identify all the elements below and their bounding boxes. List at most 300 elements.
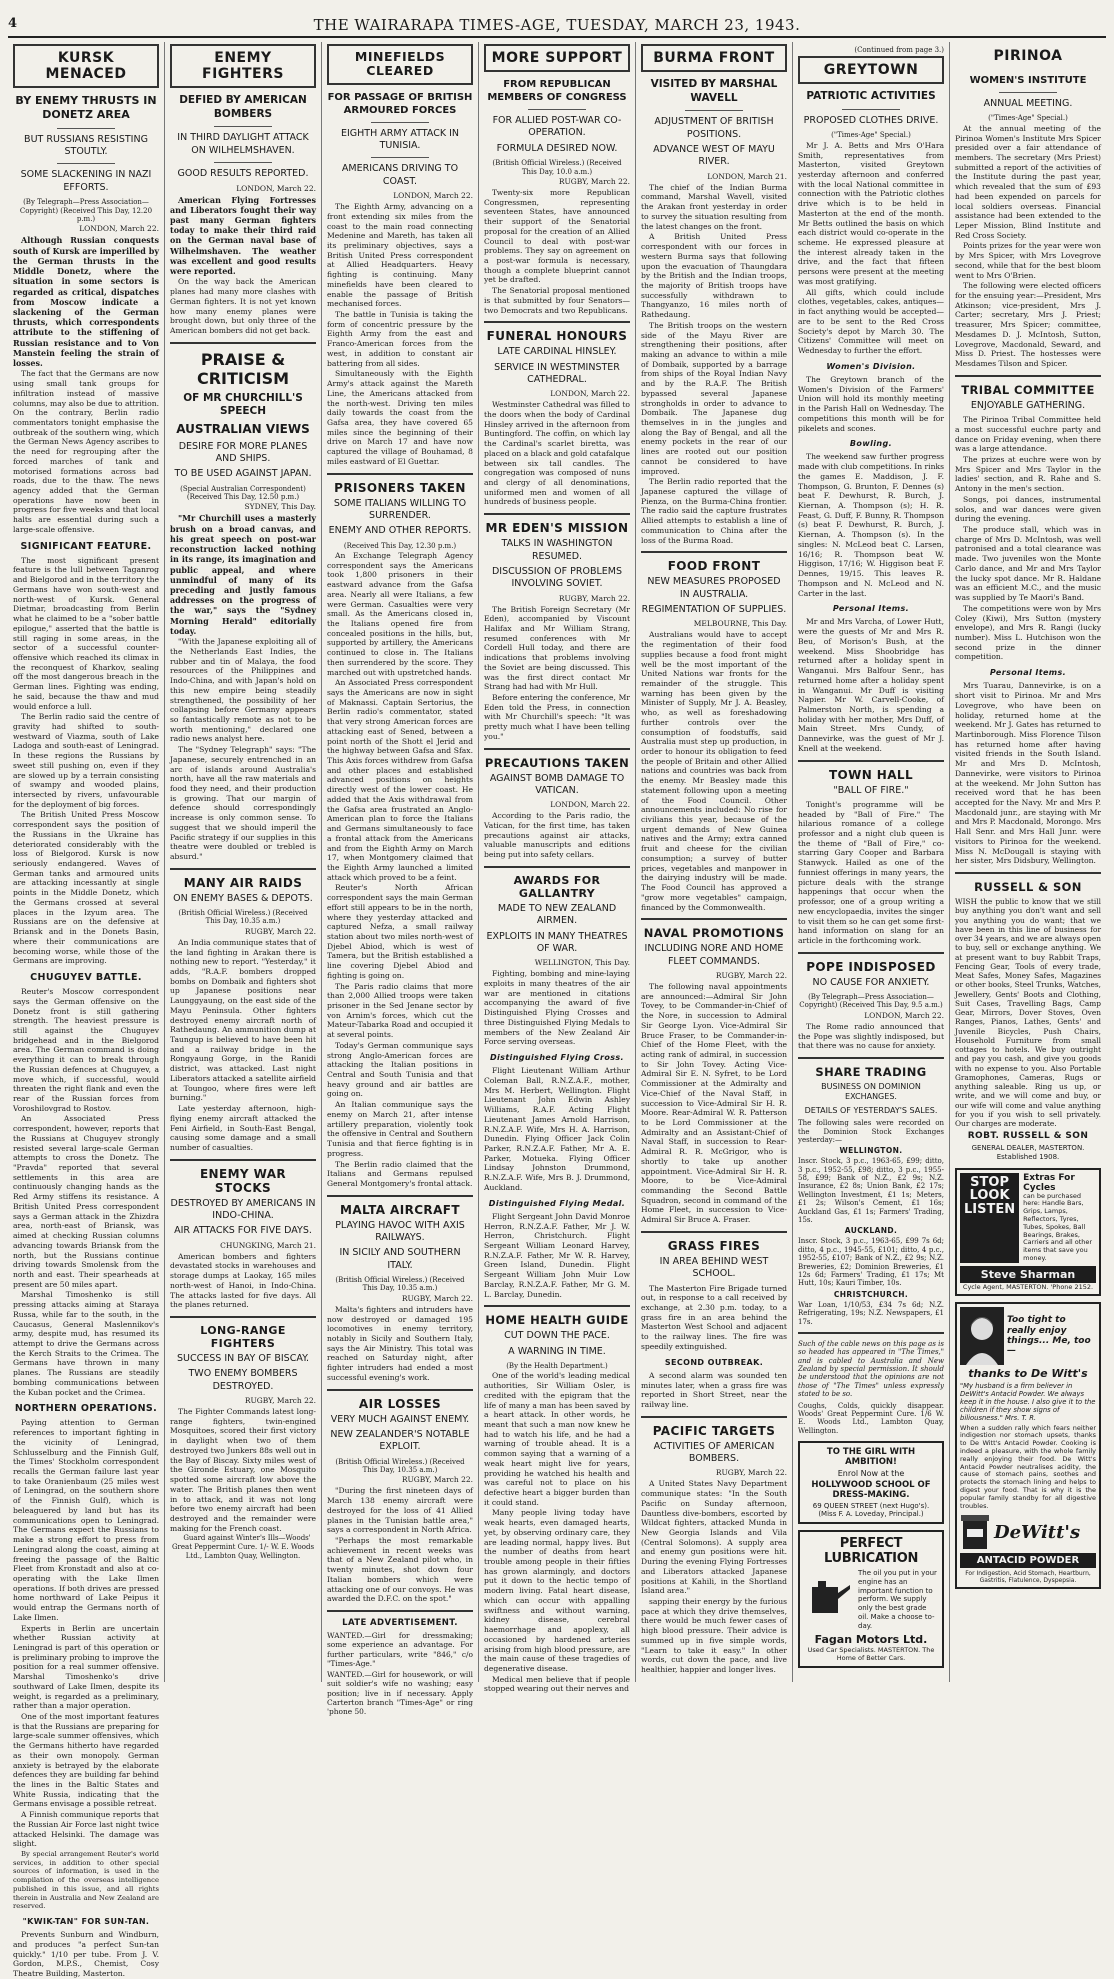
separator: [170, 868, 316, 870]
ad-body: The oil you put in your engine has an important function to perform. We supply only the best grade oil. Make a choose to-day.: [858, 1569, 937, 1630]
subheading: DESTROYED BY AMERICANS IN INDO-CHINA.: [170, 1197, 316, 1221]
article-body: [170, 1252, 316, 1310]
ad-word: LOOK: [969, 1188, 1010, 1204]
ad-word: STOP: [970, 1174, 1009, 1190]
article-body: [484, 400, 630, 507]
paragraph: The following were elected officers for the ensuing year:—President, Mrs Atkinson; vice-president, Mrs J. Carter; secretary, Mrs J. Priest; treasurer, Mrs Spicer; committee, Mesdames D. J. McIntosh, Sutton, Lovegrove, Macdonald, Seward, and Miss D. Priest. The hostesses were Mesdames Tilson and Spicer.: [955, 281, 1101, 369]
paragraph: The prizes at euchre were won by Mrs Spicer and Mrs Taylor in the ladies' section, and R. Rahe and S. Antony in the men's section.: [955, 455, 1101, 494]
ad-heading: PERFECT LUBRICATION: [823, 1536, 919, 1567]
separator: [484, 866, 630, 868]
headline: TRIBAL COMMITTEE: [961, 382, 1095, 397]
paragraph: Points prizes for the year were won by Mrs Spicer, with Mrs Lovegrove second, while that for the best bloom went to Mrs O'Brien.: [955, 241, 1101, 280]
paragraph: American bombers and fighters devastated stocks in warehouses and storage dumps at Laokay, 165 miles north-west of Hanoi, in Indo-China. The attacks lasted for five days. All the planes returned.: [170, 1251, 316, 1310]
subheading: FOR ALLIED POST-WAR CO-OPERATION.: [492, 115, 622, 139]
paragraph: An Italian communique says the enemy on March 21, after intense artillery preparation, violently took the offensive in Central and Southern Tunisia and that fierce fighting is in progress.: [327, 1100, 473, 1158]
share-sales: Inscr. Stock, 3 p.c., 1963-65, £99; ditto, 3 p.c., 1952-55, £98; ditto, 3 p.c., 1955-58, £99; Bank of N.Z., £2 9s; N.Z. Insurance, £2 8s; Union Bank, £2 17s; Wellington Investment, £1 1s; Meters, £1 2s; Wilson's Cement, £1 16s; Auckland Gas, £1 1s; Farmers' Trading, 15s.: [798, 1157, 944, 1225]
ad-company: Fagan Motors Ltd.: [814, 1633, 928, 1647]
headline: MANY AIR RAIDS: [183, 875, 303, 890]
dateline: WELLINGTON, This Day.: [534, 958, 630, 968]
headline-box: [484, 44, 630, 72]
article-body: [798, 141, 944, 754]
ad-content: [804, 1569, 938, 1630]
paragraph: sapping their energy by the furious pace at which they drive themselves, there would be much fewer cases of high blood pressure. Their advice is summed up in five simple words, "Learn to take it easy." In other words, cut down the pace, and live healthier, happier and longer lives.: [641, 1597, 787, 1675]
product-name: ANTACID POWDER: [960, 1553, 1096, 1568]
subheading: SERVICE IN WESTMINSTER CATHEDRAL.: [494, 361, 620, 385]
headline: FOOD FRONT: [667, 559, 761, 574]
paragraph: Westminster Cathedral was filled to the doors when the body of Cardinal Hinsley arrived in the afternoon from Buntingford. The coffin, on which lay the Cardinal's scarlet biretta, was placed on a black and gold catafalque between six tall candles. The congregation was composed of nuns and clergy of all denominations, uniformed men and women of all hundreds of business people.: [484, 400, 630, 507]
article-body: [327, 202, 473, 466]
dateline: MELBOURNE, This Day.: [693, 619, 787, 629]
ad-tagline: GENERAL DEALER, MASTERTON. Established 1908.: [971, 1143, 1085, 1161]
dateline: LONDON, March 22.: [864, 1010, 944, 1020]
credit-line: (British Official Wireless.) (Received This Day, 10.35 a.m.): [335, 1457, 465, 1474]
headline: ENEMY FIGHTERS: [202, 50, 284, 83]
paragraph: Today's German communique says strong Anglo-American forces are attacking the Italian positions in Central and South Tunisia and that heavy ground and air battles are going on.: [327, 1040, 473, 1099]
headline-box: [327, 44, 473, 85]
section-heading: SECOND OUTBREAK.: [664, 1357, 764, 1367]
ad-text: Guard against Winter's Ills—Woods' Great Peppermint Cure. 1/- W. E. Woods Ltd., Lambton Quay, Wellington.: [171, 1534, 315, 1561]
paragraph: One of the most important features is that the Russians are preparing for large-scale summer offensives, which the Germans hitherto have regarded as their own monopoly. German anxiety is betrayed by the elaborate defences they are building far behind the lines in the Baltic States and White Russia, indicating that the Germans envisage a possible retreat.: [13, 1712, 159, 1809]
ad-company: ROBT. RUSSELL & SON: [967, 1131, 1089, 1142]
paragraph: One of the world's leading medical authorities, Sir William Osler, is credited with the epigram that the life of many a man has been saved by a heart attack. In other words, he meant that such a man now knew he had to watch his life, and he had a warning of trouble ahead. It is a common saying that a warning of a weak heart might live for years, providing he watched his health and was careful not to place on his defective heart a bigger burden than it could stand.: [484, 1371, 630, 1507]
ad-word: LISTEN: [964, 1201, 1016, 1217]
oil-can-icon: [804, 1569, 854, 1619]
paragraph: Flight Sergeant John David Monroe Herron, R.N.Z.A.F. Father, Mr J. W. Herron, Christchurch. Flight Sergeant William Leonard Harvey, R.N.Z.A.F. Father, Mr W. R. Harvey, Green Island, Dunedin. Flight Sergeant William John Muir Low Barclay, R.N.Z.A.F. Father, Mr G. M. L. Barclay, Dunedin.: [484, 1211, 630, 1299]
article-body: [170, 513, 316, 861]
paragraph: Marshal Timoshenko is still pressing attacks aiming at Staraya Russa, while far to the south, in the Caucasus, General Maslennikov's army, despite mud, has resumed its attempt to drive the Germans across the Kerch Straits to the Crimea. The Germans have thrown in many planes. The Russians are steadily bombing communications between the Kuban pocket and the Crimea.: [13, 1290, 159, 1397]
paragraph: A second alarm was sounded ten minutes later, when a grass fire was reported in Short Street, near the railway line.: [641, 1370, 787, 1409]
column-7: [950, 42, 1106, 1682]
article-body: [641, 630, 787, 912]
paragraph: "Perhaps the most remarkable achievement in recent weeks was that of a New Zealand pilot who, in twenty minutes, shot down four Italian bombers which were attacking one of our convoys. He was awarded the D.F.C. on the spot.": [327, 1535, 473, 1604]
paragraph: The following sales were recorded on the Dominion Stock Exchanges yesterday:—: [798, 1119, 944, 1144]
dateline: LONDON, March 22.: [236, 183, 316, 193]
headline: GREYTOWN: [823, 62, 919, 79]
classified-ads: [327, 1631, 473, 1716]
ad-tagline: Used Car Specialists. MASTERTON. The Home of Better Cars.: [807, 1646, 935, 1663]
separator: [327, 473, 473, 475]
subheading: EXPLOITS IN MANY THEATRES OF WAR.: [486, 930, 628, 954]
dateline: RUGBY, March 22.: [558, 593, 630, 603]
subheading: NEW MEASURES PROPOSED IN AUSTRALIA.: [647, 576, 781, 600]
paragraph: Malta's fighters and intruders have now destroyed or damaged 195 locomotives in enemy territory, notably in Sicily and Southern Italy, says the Air Ministry. This total was reached on Saturday night, after fighter intruders had ended a most successful evening's work.: [327, 1304, 473, 1382]
paragraph: The weekend saw further progress made with club competitions. In rinks the games E. Maddison, J. F. Thompson, G. Brunton, F. Dennes (s) beat F. Dewhurst, R. Burch, J. Kiernan, A. Thompson (s); H. R. Feast, G. Duff, F. Bunny, R. Thompson (s) beat F. Dewhurst, R. Burch, J. Kiernan, A. Thompson (s). In the singles: N. McLeod beat C. Larsen, 16/16; R. Thompson beat W. Higgison, 17/16; W. Higgison beat F. Dennes, 19/15. This leaves R. Thompson and N. McLeod and N. Carter in the last.: [798, 452, 944, 598]
separator: [327, 1389, 473, 1391]
subheading: DEFIED BY AMERICAN BOMBERS: [179, 94, 307, 120]
paragraph: The competitions were won by Mrs Coley (Kiwi), Mrs Sutton (mystery envelope), and Mrs R. Rangi (lucky number). Miss L. Hutchison won the second prize in the dinner competition.: [955, 603, 1101, 662]
column-3: [322, 42, 479, 1717]
subheading: AMERICANS DRIVING TO COAST.: [341, 163, 459, 187]
subheading: DESIRE FOR MORE PLANES AND SHIPS.: [178, 440, 308, 464]
share-sales: War Loan, 1/10/53, £34 7s 6d; N.Z. Refrigerating, 19s; N.Z. Newspapers, £1 17s.: [798, 1300, 944, 1326]
ad-header: [960, 1307, 1096, 1365]
headline: SHARE TRADING: [815, 1064, 927, 1079]
separator: [170, 342, 316, 344]
paragraph: The "Sydney Telegraph" says: "The Japanese, securely entrenched in an arc of islands around Australia's north, have all the raw materials and food they need, and their production is growing. That our margin of defence should correspondingly increase is only common sense. To suggest that we should imperil the Pacific strategy if our supplies in this theatre were doubled or trebled is absurd.": [170, 745, 316, 861]
subheading: ADJUSTMENT OF BRITISH POSITIONS.: [654, 116, 774, 140]
paragraph: A United States Navy Department communique states: "In the South Pacific on Sunday afternoon, Dauntless dive-bombers, escorted by Wildcat fighters, attacked Munda in New Georgia Islands and Vila (Central Solomons). A supply area and enemy gun positions were hit. During the evening Flying Fortresses and Liberators attacked Japanese positions at Kahili, in the Shortland Island area.": [641, 1479, 787, 1596]
separator: [484, 321, 630, 323]
lead-paragraph: "Mr Churchill uses a masterly brush on a broad canvas, and his great speech on post-war reconstruction lacked nothing in its range, its imagination and public appeal, and where unmindful of many of its preceding and justly famous addresses on the progress of the war," says the "Sydney Morning Herald" editorially today.: [170, 513, 316, 636]
dateline: RUGBY, March 22.: [715, 970, 787, 980]
ad-quote: "My husband is a firm believer in DeWitt's Antacid Powder. We always keep it in the house. I also give it to the children if they show signs of biliousness." Mrs. T. R.: [960, 1381, 1096, 1423]
woman-portrait-icon: [960, 1307, 1004, 1365]
ad-heading: thanks to De Witt's: [968, 1366, 1088, 1380]
headline: MALTA AIRCRAFT: [340, 1202, 460, 1217]
subheading: VERY MUCH AGAINST ENEMY.: [330, 1413, 470, 1425]
paragraph: An India communique states that of the land fighting in Arakan there is nothing new to report. "Yesterday," it adds, "R.A.F. bombers dropped bombs on Dombaik and fighters shot up Japanese positions near Launggyaung, on the east side of the Mayu Peninsula. Other fighters destroyed enemy aircraft north of Rathedaung. An ammunition dump at Taungup is believed to have been hit and a railway bridge in the Rongyaung Gorge, in the Ranidi district, was attacked. Last night Liberators attacked a satellite airfield at Toungoo, where fires were left burning.": [170, 937, 316, 1103]
subheading: VISITED BY MARSHAL WAVELL: [650, 78, 778, 104]
rule: [57, 128, 115, 129]
dateline: RUGBY, March 22.: [715, 1468, 787, 1478]
subheading: CUT DOWN THE PACE.: [504, 1330, 610, 1342]
separator: [798, 1057, 944, 1059]
subheading: ANNUAL MEETING.: [983, 98, 1073, 110]
rule: [371, 157, 429, 158]
paragraph: The Berlin radio reported that the Japanese captured the village of Pienza, on the Burma-China frontier. The radio said the capture frustrates Allied attempts to establish a line of communication to China after the loss of the Burma Road.: [641, 477, 787, 545]
subheading: ADVANCE WEST OF MAYU RIVER.: [653, 144, 775, 168]
paragraph: The British United Press Moscow correspondent says the position of the Russians in the Ukraine has deteriorated considerably with the loss of Bielgorod. Kursk is now seriously endangered. Waves of German tanks and armoured units are attacking incessantly at single points in the Middle Donetz, which the Germans crossed at several places in the Izyum area. The Russians are on the defensive at Briansk and in the Donets Basin, where their communications are becoming worse, while those of the Germans are improving.: [13, 810, 159, 966]
subheading: NEW ZEALANDER'S NOTABLE EXPLOIT.: [330, 1428, 470, 1453]
column-1: [8, 42, 165, 1978]
masthead: [8, 8, 1106, 38]
ad-text: Coughs, Colds, quickly disappear. Woods' Great Peppermint Cure. 1/6 W. E. Woods Ltd., Lambton Quay, Wellington.: [798, 1401, 944, 1435]
ad-heading: "KWIK-TAN" FOR SUN-TAN.: [22, 1916, 150, 1926]
article-body: [484, 605, 630, 742]
column-4: [479, 42, 636, 1694]
article-body: [641, 1284, 787, 1410]
article-body: [955, 415, 1101, 866]
paragraph: A British United Press correspondent with our forces in western Burma says that following upon the evacuation of Thaungdara by the British and the Indian troops, the majority of British troops have successfully withdrawn to Thangyanzo, 16 miles north of Rathedaung.: [641, 232, 787, 320]
paragraph: The Masterton Fire Brigade turned out, in response to a call received by exchange, at 2.30 p.m. today, to a grass fire in an area behind the Masterton West School and adjacent to the railway lines. The fire was speedily extinguished.: [641, 1283, 787, 1351]
stop-look-listen: [960, 1173, 1019, 1263]
separator: [484, 513, 630, 515]
dateline: RUGBY, March 22.: [244, 926, 316, 936]
headline: NAVAL PROMOTIONS: [643, 926, 785, 941]
headline: BURMA FRONT: [653, 50, 775, 66]
ad-body: WISH the public to know that we still buy anything you don't want and sell you anything you do want; that we have been in this line of business for over 34 years, and we are always open to buy, sell or exchange anything. We at present want to buy Rabbit Traps, Fencing Gear, Tools of every trade, Meat Safes, Money Safes, Magazines or other books, Steel Trunks, Watches, Jewellery, Gents' Boots and Clothing, Suit Cases, Travelling Bags, Camp Gear, Mirrors, Dover Stoves, Oven Ranges, Pianos, Lathes, Gents' and Juvenile Bicycles, Push Chairs, Household Furniture from small cottages to hotels. We buy outright and pay you cash, and give you goods with no expense to you. Also Portable Gramophones, Cameras, Rugs or anything saleable. Ring us up, or write, and we will come and buy, or our wife will come and value anything for you if you wish to sell privately. Our charges are moderate.: [955, 897, 1101, 1128]
article-body: [327, 1305, 473, 1383]
subheading: AGAINST BOMB DAMAGE TO VATICAN.: [489, 772, 625, 796]
paragraph: The Senatorial proposal mentioned is that submitted by four Senators—two Democrats and two Republicans.: [484, 286, 630, 315]
credit-line: (Received This Day, 12.30 p.m.): [343, 541, 457, 550]
article-body: [641, 183, 787, 546]
paragraph: Many people living today have weak hearts, even damaged hearts, yet, by observing ordinary care, they are leading normal, happy lives. But the number of deaths from heart trouble among people in their fifties has grown alarmingly, and doctors put it down to the hectic tempo of modern living. Fatal heart disease, which can occur with appalling swiftness and without warning, kidney disease, cerebral haemorrhage and apoplexy, all occasioned by hardened arteries arising from high blood pressure, are the main cause of these tragedies of degenerative disease.: [484, 1508, 630, 1673]
dressmaking-ad: [798, 1441, 944, 1524]
rule: [528, 109, 586, 110]
subheading: BUT RUSSIANS RESISTING STOUTLY.: [24, 133, 148, 158]
paragraph: An Associated Press correspondent, however, reports that the Russians at Chuguyev strongly resisted several large-scale German attempts to cross the Donetz. The "Pravda" reported that several settlements in this area are continuously changing hands as the Red Army stiffens its resistance. A British United Press correspondent says a German attack in the Zhizdra area, north-east of Briansk, was aimed at checking Russian columns advancing towards Briansk from the north, but the Russians continue driving towards Smolensk from the north and east. Their spearheads at present are 50 miles apart.: [13, 1114, 159, 1289]
paragraph: Tonight's programme will be headed by "Ball of Fire." The hilarious romance of a college professor and a night club queen is the theme of "Ball of Fire," co-starring Gary Cooper and Barbara Stanwyck. Hailed as one of the funniest offerings in many years, the picture deals with the strange happenings that occur when the professor, one of a group writing a new encyclopaedia, invites the singer to visit them so he can get some first-hand information on slang for an article in the forthcoming work.: [798, 799, 944, 945]
paragraph: An Exchange Telegraph Agency correspondent says the Americans took 1,800 prisoners in their eastward advance from the Gafsa area. Nearly all were Italians, a few were German. Casualties were very small. As the Americans closed in, the Italians opened fire from concealed positions in the hills, but, supported by artillery, the Americans continued to close in. The Italians then surrendered by the score. They marched out with upstretched hands.: [327, 550, 473, 677]
paragraph: According to the Paris radio, the Vatican, for the first time, has taken precautions against air attacks, valuable manuscripts and editions being put into safety cellars.: [484, 811, 630, 860]
article-body: [484, 188, 630, 315]
paragraph: The Paris radio claims that more than 2,000 Allied troops were taken prisoner in the Sed Jenane sector by von Arnim's forces, which cut the Mateur-Tabarka Road and occupied it at several points.: [327, 981, 473, 1040]
credit-line: (British Official Wireless.) (Received This Day, 10.35 a.m.): [335, 1276, 465, 1293]
section-heading: Personal Items.: [989, 668, 1067, 678]
lead-paragraph: Although Russian conquests south of Kursk are imperilled by the German thrusts in the Middle Donetz, where the situation in some sectors is regarded as critical, dispatches from Moscow indicate a slackening of the German thrusts, which correspondents attribute to the stiffening of Russian resistance and to Von Manstein feeling the strain of losses.: [13, 235, 159, 369]
credit-line: ("Times-Age" Special.): [988, 114, 1068, 123]
subheading: NO CAUSE FOR ANXIETY.: [812, 976, 930, 988]
paragraph: "During the first nineteen days of March 138 enemy aircraft were destroyed for the loss of 41 Allied planes in the Tunisian battle area," says a correspondent in North Africa.: [327, 1486, 473, 1535]
headline: FUNERAL HONOURS: [486, 329, 628, 344]
credit-line: (By Telegraph—Press Association—Copyright) (Received This Day, 9.5 a.m.): [799, 993, 943, 1010]
ad-product: [960, 1513, 1096, 1551]
paragraph: The Rome radio announced that the Pope was slightly indisposed, but that there was no cause for anxiety.: [798, 1021, 944, 1051]
subheading: EIGHTH ARMY ATTACK IN TUNISIA.: [341, 127, 459, 152]
subheading: SOME ITALIANS WILLING TO SURRENDER.: [333, 497, 467, 521]
headline: PACIFIC TARGETS: [652, 1423, 776, 1438]
subheading: TO BE USED AGAINST JAPAN.: [174, 468, 312, 480]
separator: [955, 375, 1101, 377]
continued-note: (Continued from page 3.): [854, 46, 944, 54]
subheading: SOME SLACKENING IN NAZI EFFORTS.: [20, 169, 152, 193]
subheading: MADE TO NEW ZEALAND AIRMEN.: [497, 902, 617, 927]
paragraph: "With the Japanese exploiting all of the Netherlands East Indies, the rubber and tin of Malaya, the food resources of the Philippines and Indo-China, and with Japan's hold on this new empire being steadily strengthened, the possibility of her collapsing before Germany appears so fantastically remote as not to be worth mentioning," declared one radio news analyst here.: [170, 637, 316, 744]
subheading: DISCUSSION OF PROBLEMS INVOLVING SOVIET.: [491, 565, 622, 590]
powder-tin-icon: [960, 1513, 990, 1551]
paragraph: The Pirinoa Tribal Committee held a most successful euchre party and dance on Friday evening, when there was a large attendance.: [955, 415, 1101, 454]
rule: [685, 110, 743, 111]
paragraph: Late yesterday afternoon, high-flying enemy aircraft attacked the Feni Airfield, in South-East Bengal, causing some damage and a small number of casualties.: [170, 1104, 316, 1152]
subheading: DETAILS OF YESTERDAY'S SALES.: [804, 1105, 938, 1115]
credit-line: (British Official Wireless.) (Received This Day, 10.0 a.m.): [492, 159, 622, 176]
paragraph: Songs, poi dances, instrumental solos, and war dances were given during the evening.: [955, 494, 1101, 524]
dateline: LONDON, March 22.: [550, 389, 630, 399]
section-heading: Bowling.: [849, 439, 893, 449]
headline: KURSK MENACED: [45, 50, 127, 83]
times-notice: [798, 1340, 944, 1435]
dateline: LONDON, March 22.: [79, 224, 159, 234]
paragraph: Reuter's Moscow correspondent says the German offensive on the Donetz front is still gathering strength. The heaviest pressure is still against the Chuguyev bridgehead and in the Bielgorod area. The German command is doing everything it can to break through the Russian defences at Chuguyev, a move which, if successful, would threaten the right flank and even the rear of the Russian forces from Voroshilovgrad to Rostov.: [13, 987, 159, 1113]
ad-extra: Extras For Cycles: [1023, 1172, 1075, 1193]
paragraph: The British Foreign Secretary (Mr Eden), accompanied by Viscount Halifax and Mr William Strang, resumed conferences with Mr Cordell Hull today, and there are indications that problems involving the Soviet are being discussed. This was the first direct contact Mr Strang had had with Mr Hull.: [484, 604, 630, 692]
paragraph: All gifts, which could include clothes, vegetables, cakes, antiques—in fact anything would be accepted—are to be sent to the Red Cross Society's depot by March 30. The Citizens' Committee will meet on Wednesday to further the effort.: [798, 287, 944, 355]
dealer-ad: [955, 897, 1101, 1162]
subheading: SUCCESS IN BAY OF BISCAY.: [177, 1353, 309, 1364]
headline-box: [170, 44, 316, 88]
separator: [327, 1610, 473, 1612]
separator: [170, 1159, 316, 1161]
headline-box: [13, 44, 159, 88]
paragraph: Flight Lieutenant William Arthur Coleman Ball, R.N.Z.A.F., mother, Mrs M. Herbert, Wellington. Flight Lieutenant John Edwin Ashley Williams, R.A.F. Acting Flight Lieutenant James Arnold Harrison, R.N.Z.A.F. Wife, Mrs H. A. Harrison, Dunedin. Flying Officer Jack Colin Parker, R.N.Z.A.F. Father, Mr A. E. Parker, Motueka. Flying Officer Lindsay Johnston Drummond, R.N.Z.A.F. Wife, Mrs B. J. Drummond, Auckland.: [484, 1066, 630, 1192]
headline: PRAISE & CRITICISM: [196, 349, 290, 388]
paragraph: Such of the cable news on this page as is so headed has appeared in "The Times," and is cabled to Australia and New Zealand by special permission. It should be understood that the opinions are not those of "The Times" unless expressly stated to be so.: [798, 1339, 944, 1399]
separator: [955, 872, 1101, 874]
ad-body: When a sudden rally which fears neither indigestion nor stomach upsets, thanks to De Witt's Antacid Powder. Cooking is indeed a pleasure, with the whole family really enjoying their food. De Witt's Antacid Powder neutralises acidity, the cause of stomach pains, soothes and protects the stomach lining and helps to digest your food. That is why it is the popular family standby for all digestive troubles.: [960, 1423, 1096, 1510]
article-body: [170, 195, 316, 336]
ad-top-text: Too tight to really enjoy things... Me, too—: [1007, 1315, 1091, 1357]
paragraph: The Greytown branch of the Women's Division of the Farmers' Union will hold its monthly meeting in the Parish Hall on Wednesday. The competitions this month will be for pikelets and scones.: [798, 374, 944, 433]
paragraph: The following naval appointments are announced:—Admiral Sir John Tovey, to be Commander-in-Chief of the Nore, in succession to Admiral Sir George Lyon. Vice-Admiral Sir Bruce Fraser, to be Commander-in-Chief of the Home Fleet, with the acting rank of admiral, in succession to Sir John Tovey. Acting Vice-Admiral Sir E. N. Syfret, to be Lord Commissioner at the Admiralty and Vice-Chief of the Naval Staff, in succession to Vice-Admiral Sir H. R. Moore. Rear-Admiral W. R. Patterson to be Lord Commissioner at the Admiralty and an Assistant-Chief of Naval Staff, in succession to Rear-Admiral R. R. McGrigor, who is shortly to take up another appointment. Vice-Admiral Sir H. R. Moore, to be Vice-Admiral commanding the Second Battle Squadron, second in command of the Home Fleet, in succession to Vice-Admiral Sir Bruce A. Fraser.: [641, 981, 787, 1225]
article-body: [641, 982, 787, 1225]
paragraph: Twenty-six more Republican Congressmen, representing seventeen States, have announced their support of the Senatorial proposal for the creation of an Allied Council to deal with post-war problems. They say on agreement on a post-war formula is necessary, though a complete blueprint cannot yet be drafted.: [484, 187, 630, 285]
lubrication-ad: [798, 1530, 944, 1668]
section-heading: Distinguished Flying Cross.: [489, 1053, 624, 1063]
headline: LONG-RANGE FIGHTERS: [200, 1324, 286, 1350]
rule: [999, 92, 1057, 93]
subheading: ON ENEMY BASES & DEPOTS.: [173, 892, 313, 904]
paragraph: Reuter's North African correspondent says the main German effort still appears to be in the north, where they yesterday attacked and captured Nefza, a small railway station about two miles north-west of Djebel Abiod, which is west of Tamera, but the British established a line covering Djebel Abiod and fighting is going on.: [327, 883, 473, 980]
subheading: LATE CARDINAL HINSLEY.: [497, 346, 617, 358]
headline: GRASS FIRES: [667, 1238, 761, 1253]
separator: [170, 1316, 316, 1318]
section-heading: Women's Division.: [826, 361, 916, 371]
paragraph: Australians would have to accept the regimentation of their food supplies because a food front might well be the most important of the United Nations war fronts for the remainder of the struggle. This warning has been given by the Minister of Supply, Mr J. A. Beasley, who, as well as foreshadowing further controls over the consumption of foodstuffs, said Australia must step up production, in order to honour its obligation to feed the people of Britain and other Allied nations and countries was back from the enemy. Mr Beasley made this statement following upon a meeting of the Food Council. Other announcements included: No rise for civilians this year, because of the urgent demands of New Guinea natives and the Army; extra canned fruit and cheese for the civilian consumption; a survey of butter prices, vegetables and manpower in the dairying industry will be made. The Food Council has approved a "grow more vegetables" campaign, financed by the Commonwealth.: [641, 630, 787, 912]
article-body: [641, 1479, 787, 1674]
article-body: [170, 1407, 316, 1561]
article-body: [484, 811, 630, 860]
paragraph: The British troops on the western side of the Mayu River are strengthening their positions, after making an advance to within a mile of Dombaik, supported by a barrage from ships of the Royal Indian Navy and by the R.A.F. The British bypassed several Japanese strongholds in order to advance to Dombaik. The Japanese dug themselves in in the jungles and along the Bay of Bengal, and all the enemy pockets in the rear of our lines are rooted out our position cannot be considered to have improved.: [641, 320, 787, 476]
headline: HOME HEALTH GUIDE: [485, 1313, 629, 1328]
paragraph: Paying attention to German references to important fighting in the vicinity of Leningrad, Schlusselburg and the Finnish Gulf, the Times' Stockholm correspondent recalls the German failure last year to take Oranienbaum (25 miles west of Leningrad, on the southern shore of the Finnish Gulf), which is beleaguered by land but has its communications open to Leningrad. The Germans expect the Russians to make a strong effort to press from Leningrad along the coast, aiming at freeing the passage of the Baltic Fleet from Kronstadt and also at co-operating with the Lake Ilmen operations. If both drives are pressed home northward of Lake Peipus it would entrap the Germans north of Lake Ilmen.: [13, 1418, 159, 1622]
late-ad-heading: LATE ADVERTISEMENT.: [342, 1618, 458, 1629]
exchange-name: CHRISTCHURCH.: [833, 1289, 909, 1299]
ad-tagline: For Indigestion, Acid Stomach, Heartburn, Gastritis, Flatulence, Dyspepsia.: [965, 1570, 1091, 1585]
subheading: FORMULA DESIRED NOW.: [496, 142, 618, 154]
paragraph: Mrs Tuarau, Dannevirke, is on a short visit to Pirinoa. Mr and Mrs Lovegrove, who have been on holiday, returned home at the weekend. Mr J. Gates has returned to Martinborough. Miss Florence Tilson has returned home after having visited friends in the South Island. Mr and Mrs D. McIntosh, Dannevirke, were visitors to Pirinoa at the weekend. Mr John Sutton has received word that he has been accepted for the Navy. Mr and Mrs P. Macdonald junr., are staying with Mr and Mrs P. Macdonald, Morongo. Mrs Hall Senr. and Mrs Hall Junr. were visitors to Pirinoa for the weekend. Miss N. McDougall is staying with her sister, Mrs Didsbury, Wellington.: [955, 681, 1101, 866]
subheading: FROM REPUBLICAN MEMBERS OF CONGRESS: [487, 79, 627, 104]
headline-box: [955, 44, 1101, 68]
ad-heading: RUSSELL & SON: [974, 880, 1082, 894]
ad-body: can be purchased here: Handle Bars, Grips, Lamps, Reflectors, Tyres, Tubes, Spokes, Ball Bearings, Brakes, Carriers and all other items that save you money.: [1023, 1191, 1093, 1263]
column-6: [793, 42, 950, 1682]
ad-subheading: Enrol Now at the: [837, 1469, 905, 1479]
dateline: SYDNEY, This Day.: [244, 502, 316, 512]
credit-line: ("Times-Age" Special.): [831, 131, 911, 140]
paragraph: The most significant present feature is the lull between Taganrog and Bielgorod and in the territory the Germans have won south-west and north-west of Kursk. General Dietmar, broadcasting from Berlin what he claimed to be a "sober battle epilogue," asserted that the battle is still raging in some areas, in the sector of a successful counter-offensive which reached its climax in the reconquest of Kharkov, sealing off the most dangerous breach in the German lines. Fighting was ending, he said, because the thaw and mud would enforce a lull.: [13, 555, 159, 711]
headline: PRISONERS TAKEN: [334, 480, 466, 495]
paragraph: The produce stall, which was in charge of Mrs D. McIntosh, was well patronised and a total clearance was made. Two juveniles won the Monte Carlo dance, and Mr and Mrs Taylor the lucky spot dance. Mr R. Haldane was an efficient M.C., and the music was supplied by Te Maori's Band.: [955, 525, 1101, 603]
subheading: BY ENEMY THRUSTS IN DONETZ AREA: [15, 94, 157, 122]
subheading: PATRIOTIC ACTIVITIES: [806, 90, 936, 103]
rule: [371, 122, 429, 123]
headline: PIRINOA: [993, 48, 1063, 64]
ad-body: HOLLYWOOD SCHOOL OF DRESS-MAKING.: [811, 1480, 931, 1501]
separator: [641, 551, 787, 553]
headline-box: [641, 44, 787, 72]
ad-heading: TO THE GIRL WITH AMBITION!: [826, 1447, 916, 1468]
paragraph: Before entering the conference, Mr Eden told the Press, in connection with Mr Churchill's speech: "It was pretty much what I have been telling you.": [484, 693, 630, 741]
rule: [842, 109, 900, 110]
dateline: LONDON, March 22.: [393, 191, 473, 201]
article-body: [798, 1022, 944, 1051]
dateline: LONDON, March 22.: [550, 800, 630, 810]
separator: [641, 918, 787, 920]
separator: [641, 1231, 787, 1233]
subheading: PLAYING HAVOC WITH AXIS RAILWAYS.: [335, 1219, 465, 1244]
dewitts-ad: [955, 1302, 1101, 1590]
section-heading: NORTHERN OPERATIONS.: [14, 1403, 158, 1415]
ad-company: Steve Sharman: [960, 1266, 1096, 1283]
headline: ENEMY WAR STOCKS: [199, 1166, 287, 1195]
dateline: CHUNGKING, March 21.: [220, 1240, 316, 1250]
subheading: FOR PASSAGE OF BRITISH ARMOURED FORCES: [327, 91, 473, 116]
headline: MORE SUPPORT: [491, 50, 623, 66]
headline: MR EDEN'S MISSION: [485, 521, 629, 536]
subheading: PROPOSED CLOTHES DRIVE.: [803, 115, 939, 127]
subheading: AUSTRALIAN VIEWS: [176, 421, 310, 436]
separator: [798, 1332, 944, 1334]
subheading: TWO ENEMY BOMBERS DESTROYED.: [188, 1368, 298, 1392]
ad-address: 69 QUEEN STREET (next Hugo's). (Miss F. A. Loveday, Principal.): [812, 1502, 930, 1519]
subheading: ENEMY AND OTHER REPORTS.: [328, 525, 472, 537]
rule: [214, 126, 272, 127]
paragraph: The fact that the Germans are now using small tank groups for infiltration instead of massive columns, may also be due to attrition. On the contrary, Berlin radio commentators tonight emphasise the outbreak of the southern wing, which the German News Agency ascribes to the need for regrouping after the forced marches of tank and motorised formations across bad roads, due to the thaw. The news agency added that the German operations have now been in progress for five weeks and that local halts are essential during such a large-scale offensive.: [13, 369, 159, 534]
article-body: [13, 235, 159, 1978]
separator: [798, 952, 944, 954]
paragraph: Mr and Mrs Varcha, of Lower Hutt, were the guests of Mr and Mrs R. Beu, of Morison's Bush, at the weekend. Miss Shoobridge has returned after a holiday spent in Wanganui. Mrs Balfour Senr., has returned home after a holiday spent in Wanganui. Mr Duff is visiting Napier. Mr W. Carvell-Cooke, of Palmerston North, is spending a holiday with her mother, Mrs Duff, of Main Street. Mrs Cundy, of Dannevirke, was the guest of Mr J. Knell at the weekend.: [798, 617, 944, 753]
column-2: [165, 42, 322, 1682]
dateline: RUGBY, March 22.: [244, 1396, 316, 1406]
paragraph: The chief of the Indian Burma command, Marshal Wavell, visited the Arakan front yesterday in order to survey the situation resulting from the latest changes on the front.: [641, 182, 787, 231]
paragraph: At the annual meeting of the Pirinoa Women's Institute Mrs Spicer presided over a fair attendance of members. The secretary (Mrs Priest) submitted a report of the activities of the Institute during the past year, which revealed that the sum of £93 had been expended on parcels for local soldiers overseas. Financial assistance had been extended to the Leper Mission, Blind Institute and Red Cross Society.: [955, 123, 1101, 240]
separator: [484, 1305, 630, 1307]
article-body: [484, 1371, 630, 1694]
paragraph: Fighting, bombing and mine-laying exploits in many theatres of the air war are mentioned in citations accompanying the award of five Distinguished Flying Crosses and three Distinguished Flying Medals to members of the New Zealand Air Force serving overseas.: [484, 969, 630, 1047]
subheading: INCLUDING NORE AND HOME FLEET COMMANDS.: [644, 943, 784, 967]
dateline: RUGBY, March 22.: [401, 1475, 473, 1485]
credit-line: (British Official Wireless.) (Received This Day, 10.35 a.m.): [178, 909, 308, 926]
headline: PRECAUTIONS TAKEN: [484, 755, 630, 770]
article-body: [327, 551, 473, 1189]
subheading: GOOD RESULTS REPORTED.: [177, 168, 309, 180]
paragraph: The Berlin radio said the centre of gravity had shifted to south-westward of Viazma, south of Lake Ladoga and south-east of Leningrad. In these regions the Russians by sweet still pushing on, even if they are slowed up by a terrain consisting of swampy and wooded plains, intersected by rivers, unfavourable for the deployment of big forces.: [13, 712, 159, 809]
paragraph: The battle in Tunisia is taking the form of concentric pressure by the Eighth Army from the east and Franco-American forces from the west, in addition to constant air battering from all sides.: [327, 310, 473, 368]
subheading: IN SICILY AND SOUTHERN ITALY.: [339, 1247, 461, 1271]
paragraph: A Finnish communique reports that the Russian Air Force last night twice attacked Helsinki. The damage was slight.: [13, 1810, 159, 1849]
newspaper-columns: [8, 42, 1106, 1978]
article-body: [327, 1486, 473, 1604]
subheading: BUSINESS ON DOMINION EXCHANGES.: [821, 1081, 921, 1102]
subheading: A WARNING IN TIME.: [508, 1345, 606, 1357]
newspaper-title: THE WAIRARAPA TIMES-AGE, TUESDAY, MARCH 23, 1943.: [313, 16, 801, 34]
headline: POPE INDISPOSED: [806, 959, 936, 974]
section-heading: SIGNIFICANT FEATURE.: [20, 540, 152, 552]
article-body: [955, 124, 1101, 369]
subheading: TALKS IN WASHINGTON RESUMED.: [501, 538, 613, 562]
share-sales: Inscr. Stock, 3 p.c., 1963-65, £99 7s 6d; ditto, 4 p.c., 1945-55, £101; ditto, 4 p.c., 1952-55, £107; Bank of N.Z., £2 9s; N.Z. Breweries, £2; Dominion Breweries, £1 12s 6d; Farmers' Trading, £1 17s; Mt Hutt, 10s; Kauri Timber, 10s.: [798, 1237, 944, 1288]
subheading: AIR ATTACKS FOR FIVE DAYS.: [174, 1225, 312, 1237]
cycle-ad: [955, 1168, 1101, 1296]
subheading: OF MR CHURCHILL'S SPEECH: [183, 391, 303, 418]
section-heading: Personal Items.: [832, 604, 910, 614]
subheading: IN AREA BEHIND WEST SCHOOL.: [659, 1255, 769, 1280]
rule: [57, 163, 115, 164]
credit-line: (Special Australian Correspondent) (Received This Day, 12.50 p.m.): [180, 484, 306, 501]
paragraph: Medical men believe that if people stopped wearing out their nerves and: [484, 1674, 630, 1694]
subheading: REGIMENTATION OF SUPPLIES.: [641, 604, 787, 616]
headline: AIR LOSSES: [358, 1396, 442, 1411]
rule: [214, 162, 272, 163]
notice: By special arrangement Reuter's world services, in addition to other special sources of information, is used in the compilation of the overseas intelligence published in this issue, and all rights therein in Australia and New Zealand are reserved.: [13, 1850, 159, 1911]
lead-paragraph: American Flying Fortresses and Liberators fought their way past many German fighters today to make their third raid on the German naval base of Wilhelmshaven. The weather was excellent and good results were reported.: [170, 194, 316, 277]
headline-box: [798, 56, 944, 84]
dateline: LONDON, March 21.: [707, 171, 787, 181]
credit-line: (By the Health Department.): [506, 1362, 608, 1370]
section-heading: CHUGUYEV BATTLE.: [30, 971, 142, 983]
paragraph: Mr J. A. Betts and Mrs O'Hara Smith, representatives from Masterton, visited Greytown yesterday afternoon and conferred with the local National committee in connection with the Patriotic clothes drive which is to be held in Masterton at the end of the month. Mr Betts outlined the basis on which each district would co-operate in the scheme. He expressed pleasure at the interest already taken in the drive, and the fact that fifteen persons were present at the meeting was most gratifying.: [798, 140, 944, 286]
classified-ad: WANTED.—Girl for dressmaking; some experience an advantage. For further particulars, write "846," c/o "Times-Age.": [327, 1631, 473, 1668]
brand-name: DeWitt's: [994, 1521, 1081, 1543]
subheading: IN THIRD DAYLIGHT ATTACK ON WILHELMSHAVEN.: [177, 132, 309, 156]
headline: AWARDS FOR GALLANTRY: [513, 873, 601, 900]
subheading: ENJOYABLE GATHERING.: [970, 399, 1086, 411]
classified-ad: WANTED.—Girl for housework, or will suit soldier's wife no washing; easy position; live in if necessary. Apply Carterton branch "Times-Age" or ring 'phone 50.: [327, 1670, 473, 1717]
ad-body: Prevents Sunburn and Windburn, and produces "a perfect Sun-tan quickly." 1/10 per tube. From J. V. Gordon, M.P.S., Chemist, Cosy Theatre Building, Masterton.: [13, 1930, 159, 1978]
section-heading: Distinguished Flying Medal.: [488, 1198, 626, 1208]
article-body: [798, 800, 944, 946]
